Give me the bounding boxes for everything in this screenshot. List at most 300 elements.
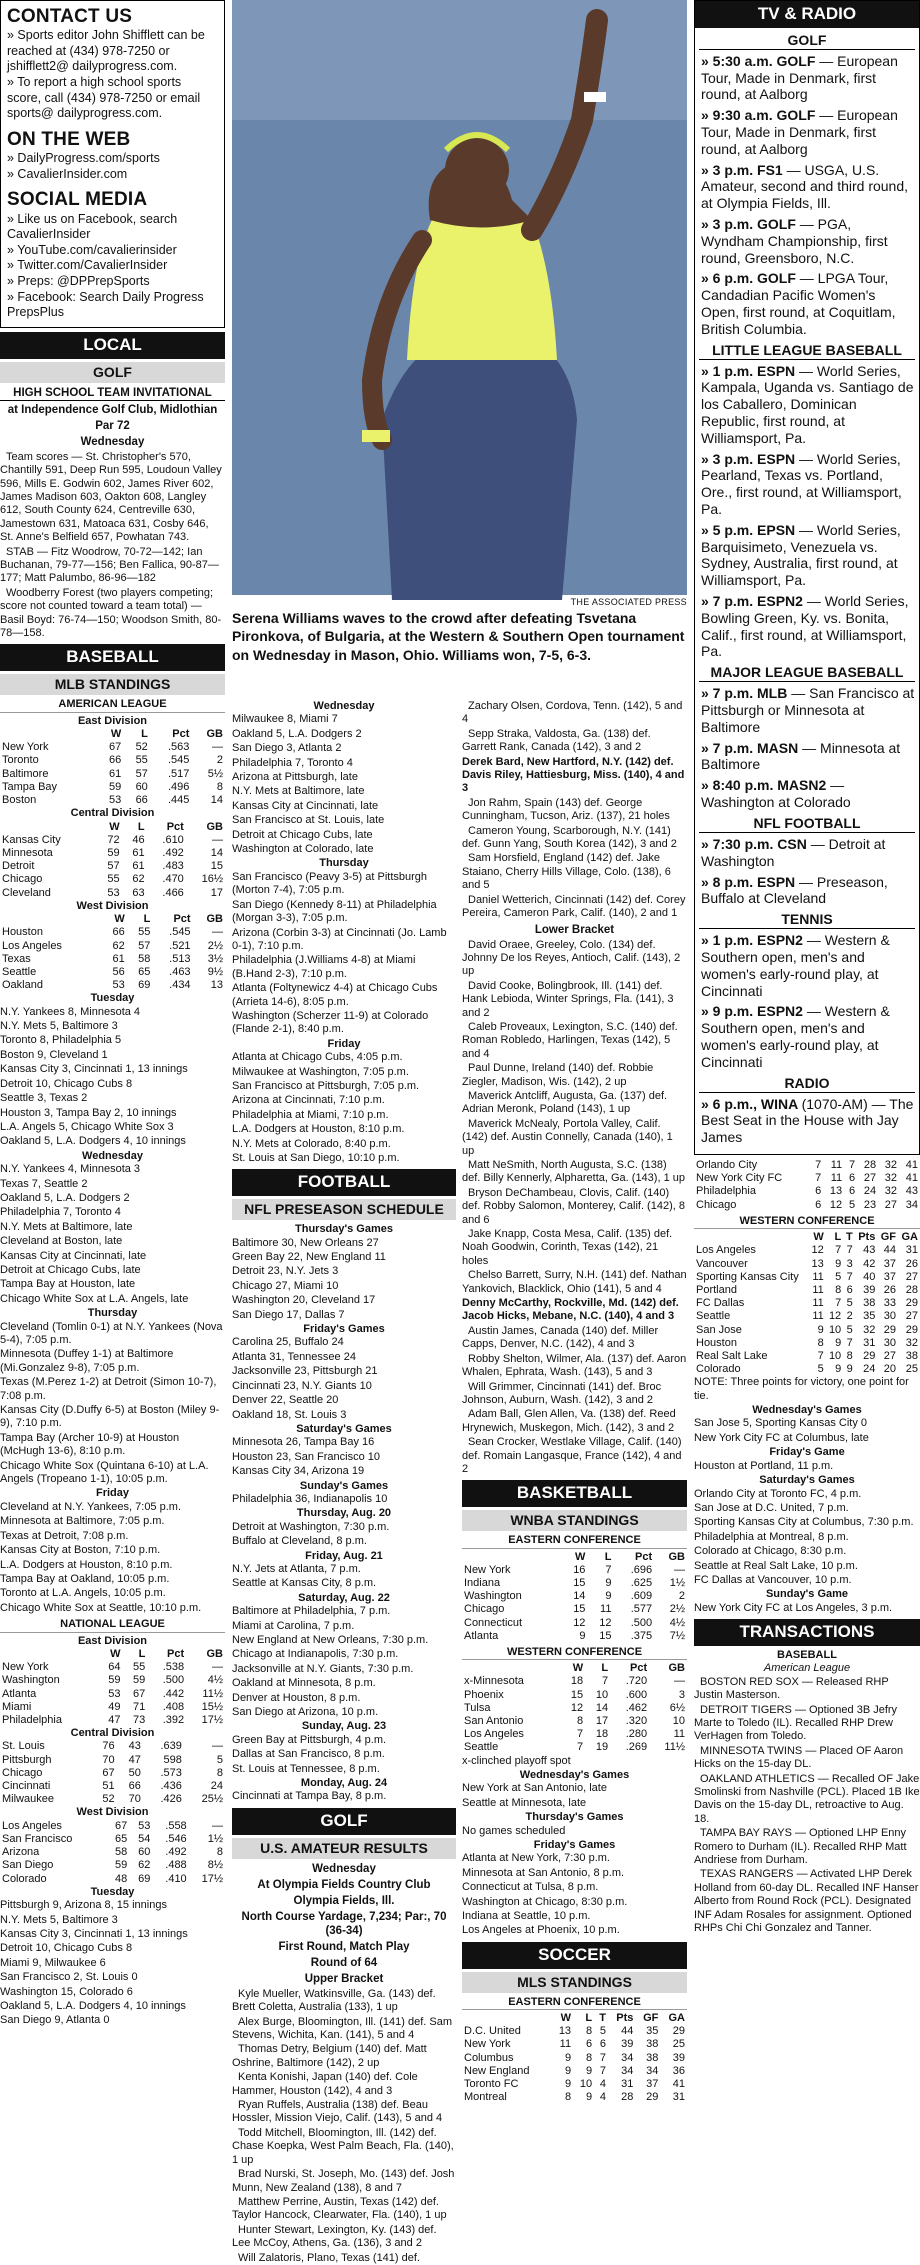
social-heading: SOCIAL MEDIA	[7, 189, 148, 211]
golf-match: Robby Shelton, Wilmer, Ala. (137) def. Aaron Whalen, Ephrata, Wash. (143), 5 and 3	[462, 1352, 687, 1379]
contact-line: » Sports editor John Shifflett can be reached at (434) 978-7250 or jshifflett2@ dailyprogress.com.	[7, 28, 205, 74]
game-listing: Minnesota (Duffey 1-1) at Baltimore (Mi.Gonzalez 9-8), 7:05 p.m.	[0, 1348, 174, 1374]
nfl-game: Cincinnati 23, N.Y. Giants 10	[232, 1379, 372, 1392]
nfl-game: New England at New Orleans, 7:30 p.m.	[232, 1634, 429, 1646]
mls-wed-label: Wednesday's Games	[752, 1404, 862, 1417]
standings-row: Texas 61 58 .513 3½	[2, 952, 223, 965]
wnba-fri-games	[462, 1852, 687, 1937]
game-result: Oakland 5, L.A. Dodgers 4, 10 innings	[0, 2000, 186, 2013]
game-result: N.Y. Yankees 8, Minnesota 4	[0, 1005, 141, 1018]
wnba-standings-header: WNBA STANDINGS	[462, 1510, 687, 1531]
game-listing: Arizona at Cincinnati, 7:10 p.m.	[232, 1094, 385, 1107]
game-listing: Kansas City (D.Duffy 6-5) at Boston (Miley 9-9), 7:10 p.m.	[0, 1404, 220, 1430]
al-wednesday-label: Wednesday	[82, 1149, 143, 1162]
nl-header: NATIONAL LEAGUE	[0, 1618, 225, 1632]
nfl-game: Oakland at Minnesota, 8 p.m.	[232, 1677, 376, 1690]
golf-match: Matt NeSmith, North Augusta, S.C. (138) def. Billy Kennerly, Alpharetta, Ga. (143), 1 up	[462, 1159, 685, 1185]
golf-match: Chelso Barrett, Surry, N.H. (141) def. Nathan Yankovich, Blacklick, Ohio (141), 5 and 4	[462, 1269, 687, 1295]
wnba-row: Washington 14 9 .609 2	[464, 1590, 685, 1603]
wnba-game: Seattle at Minnesota, late	[462, 1796, 587, 1809]
wnba-west-table: W L Pct GB x-Minnesota 18 7 .720 — Phoenix 15 10 .600 3 Tulsa 12 14 .462 6½ San Antonio 8 17 .320 10 Los Angeles 7 18 .280 11 Seattle 7 19 .269 11½	[464, 1662, 685, 1754]
game-result: N.Y. Mets 5, Baltimore 3	[0, 1913, 118, 1926]
nl-tuesday-results	[0, 1899, 225, 2028]
game-result: Philadelphia 7, Toronto 4	[232, 756, 353, 769]
nfl-day-label: Thursday, Aug. 20	[296, 1507, 392, 1520]
golf-matches-cont2	[462, 797, 687, 921]
wnba-game: Connecticut at Tulsa, 8 p.m.	[462, 1881, 599, 1894]
wnba-wed-games	[462, 1782, 687, 1810]
golf-match: Maverick Antcliff, Augusta, Ga. (137) def. Adrian Meronk, Poland (143), 1 up	[462, 1089, 668, 1116]
mlb-standings-header: MLB STANDINGS	[0, 674, 225, 695]
game-result: N.Y. Mets at Baltimore, late	[232, 785, 365, 798]
game-result: Milwaukee 8, Miami 7	[232, 713, 338, 726]
al-east-table: W L Pct GB New York 67 52 .563 — Toronto 66 55 .545 2 Baltimore 61 57 .517 5½ Tampa Bay 59 60 .496 8 Boston 53 66 .445 14	[2, 728, 223, 807]
golf-match: Alex Burge, Bloomington, Ill. (141) def. Sam Stevens, Wichita, Kan. (141), 5 and 4	[232, 2015, 452, 2042]
mls-row: Vancouver 13 9 3 42 37 26	[696, 1257, 918, 1270]
golf-round: First Round, Match Play	[278, 1940, 410, 1953]
tv-listing: » 8 p.m. ESPN — Preseason, Buffalo at Cleveland	[701, 873, 888, 907]
tv-listing: » 3 p.m. GOLF — PGA, Wyndham Championship, first round, Greensboro, N.C.	[701, 215, 888, 266]
golf-course: North Course Yardage, 7,234; Par:, 70 (36-34)	[241, 1910, 447, 1937]
golf-lower-matches	[462, 939, 687, 1297]
golf-match: Cameron Young, Scarborough, N.Y. (141) def. Gunn Yang, South Korea (142), 3 and 2	[462, 824, 677, 851]
nfl-game: San Diego 17, Dallas 7	[232, 1308, 345, 1321]
stab-scores: STAB — Fitz Woodrow, 70-72—142; Ian Buchanan, 79-77—156; Ben Fallica, 90-87—177; Matt Palumbo, 86-96—182	[0, 545, 219, 585]
tv-radio-box	[694, 0, 920, 1155]
nfl-game: Oakland 18, St. Louis 3	[232, 1408, 347, 1421]
mls-east-table-a: W L T Pts GF GA D.C. United 13 8 5 44 35 29 New York 11 6 6 39 38 25 Columbus 9 8 7 34 38 39 New England 9 9 7 34 34 36 Toronto FC 9 10 4 31 37 41 Montreal 8 9 4 28 29 31	[464, 2012, 685, 2104]
mls-game: Sporting Kansas City at Columbus, 7:30 p.m.	[694, 1516, 914, 1529]
al-tuesday-results	[0, 1006, 225, 1149]
game-listing: Philadelphia at Miami, 7:10 p.m.	[232, 1108, 389, 1121]
nfl-day-label: Friday, Aug. 21	[305, 1549, 383, 1562]
nfl-game: Philadelphia 36, Indianapolis 10	[232, 1492, 388, 1505]
event-par: Par 72	[95, 419, 130, 432]
mls-sat-label: Saturday's Games	[759, 1474, 855, 1487]
event-title: HIGH SCHOOL TEAM INVITATIONAL	[0, 386, 225, 401]
nfl-game: Buffalo at Cleveland, 8 p.m.	[232, 1535, 367, 1548]
football-bar: FOOTBALL	[232, 1169, 456, 1196]
web-link[interactable]: » CavalierInsider.com	[7, 166, 128, 181]
golf-match: Zachary Olsen, Cordova, Tenn. (142), 5 and 4	[462, 700, 683, 726]
event-venue: at Independence Golf Club, Midlothian	[7, 403, 218, 416]
game-result: N.Y. Yankees 4, Minnesota 3	[0, 1163, 141, 1176]
game-listing: San Diego (Kennedy 8-11) at Philadelphia (Morgan 3-3), 7:05 p.m.	[232, 898, 437, 925]
game-result: San Francisco 2, St. Louis 0	[0, 1971, 138, 1984]
nfl-game: Jacksonville at N.Y. Giants, 7:30 p.m.	[232, 1662, 414, 1675]
mls-game: Philadelphia at Montreal, 8 p.m.	[694, 1530, 849, 1543]
mls-east-header: EASTERN CONFERENCE	[462, 1996, 687, 2010]
golf-match: Sepp Straka, Valdosta, Ga. (138) def. Garrett Rank, Canada (142), 3 and 2	[462, 727, 651, 754]
wnba-west-header: WESTERN CONFERENCE	[462, 1646, 687, 1660]
middle-left-column	[232, 700, 456, 2264]
transaction-item: DETROIT TIGERS — Optioned 3B Jefry Marte to Toledo (IL). Recalled RHP Drew VerHagen from Toledo.	[694, 1703, 898, 1743]
wnba-game: Atlanta at New York, 7:30 p.m.	[462, 1852, 610, 1865]
serena-williams-photo	[232, 0, 687, 595]
golf-venue: At Olympia Fields Country Club	[257, 1878, 431, 1891]
game-result: Seattle 3, Texas 2	[0, 1092, 88, 1105]
game-result: N.Y. Mets 5, Baltimore 3	[0, 1020, 118, 1033]
game-result: Kansas City 3, Cincinnati 1, 13 innings	[0, 1063, 188, 1076]
web-link[interactable]: » DailyProgress.com/sports	[7, 151, 160, 166]
nfl-game: Miami at Carolina, 7 p.m.	[232, 1619, 355, 1632]
nl-west-label: West Division	[76, 1806, 149, 1819]
standings-row: Philadelphia 47 73 .392 17½	[2, 1713, 223, 1726]
tv-listing: » 3 p.m. FS1 — USGA, U.S. Amateur, second and third round, at Olympia Fields, Ill.	[701, 161, 909, 212]
wnba-row: San Antonio 8 17 .320 10	[464, 1715, 685, 1728]
golf-match: Caleb Proveaux, Lexington, S.C. (140) def. Roman Robledo, Harlingen, Texas (142), 5 and 4	[462, 1020, 678, 1060]
game-result: Detroit at Chicago Cubs, late	[0, 1263, 141, 1276]
game-listing: Chicago White Sox at Seattle, 10:10 p.m.	[0, 1601, 202, 1614]
right-column	[694, 0, 920, 2250]
golf-match: David Cooke, Bolingbrook, Ill. (141) def. Hank Lebioda, Winter Springs, Fla. (141), 3 and 2	[462, 979, 674, 1019]
al-friday-label: Friday	[95, 1487, 129, 1500]
golf-city: Olympia Fields, Ill.	[293, 1894, 395, 1907]
mls-sun-label: Sunday's Game	[765, 1588, 849, 1601]
transactions-list	[694, 1676, 920, 1936]
wnba-row: Atlanta 9 15 .375 7½	[464, 1629, 685, 1642]
nfl-game: Jacksonville 23, Pittsburgh 21	[232, 1365, 378, 1378]
game-result: Kansas City at Cincinnati, late	[0, 1249, 147, 1262]
mls-game: New York City FC at Los Angeles, 3 p.m.	[694, 1601, 893, 1614]
mls-game: San Jose at D.C. United, 7 p.m.	[694, 1501, 849, 1514]
nfl-game: St. Louis at Tennessee, 8 p.m.	[232, 1762, 380, 1775]
wnba-east-table: W L Pct GB New York 16 7 .696 — Indiana 15 9 .625 1½ Washington 14 9 .609 2 Chicago 15 11 .577 2½ Connecticut 12 12 .500 4½ Atlanta 9 15 .375 7½	[464, 1550, 685, 1642]
standings-row: Cleveland 53 63 .466 17	[2, 886, 223, 899]
tv-listing: » 9 p.m. ESPN2 — Western & Southern open, men's and women's early-round play, at Cincinnati	[701, 1003, 890, 1070]
basketball-bar: BASKETBALL	[462, 1480, 687, 1507]
golf-r64: Round of 64	[310, 1956, 378, 1969]
game-listing: L.A. Dodgers at Houston, 8:10 p.m.	[232, 1123, 405, 1136]
social-link[interactable]: » Like us on Facebook, search CavalierInsider	[7, 211, 178, 242]
nl-thursday-games	[232, 871, 456, 1037]
photo-caption: Serena Williams waves to the crowd after defeating Tsvetana Pironkova, of Bulgaria, at the Western & Southern Open tournament on Wednesday in Mason, Ohio. Williams won, 7-5, 6-3.	[232, 610, 685, 663]
tv-listing: » 7 p.m. ESPN2 — World Series, Bowling Green, Ky. vs. Bonita, Calif., first round, at Williamsport, Pa.	[701, 593, 909, 660]
transactions-league: American League	[763, 1662, 851, 1675]
wnba-fri-label: Friday's Games	[533, 1839, 616, 1852]
mls-standings-header: MLS STANDINGS	[462, 1972, 687, 1993]
nfl-game: Carolina 25, Buffalo 24	[232, 1336, 344, 1349]
standings-row: Kansas City 72 46 .610 —	[2, 833, 223, 846]
al-thursday-games	[0, 1321, 225, 1487]
standings-row: St. Louis 76 43 .639 —	[2, 1740, 223, 1753]
wnba-game: Los Angeles at Phoenix, 10 p.m.	[462, 1924, 620, 1937]
golf-upper-bracket: Upper Bracket	[304, 1972, 384, 1985]
tv-section-heading: GOLF	[699, 32, 915, 50]
mls-row: Sporting Kansas City 11 5 7 40 37 27	[696, 1270, 918, 1283]
golf-match: Kenta Konishi, Japan (140) def. Cole Hammer, Houston (142), 4 and 3	[232, 2071, 418, 2097]
mls-game: FC Dallas at Vancouver, 10 p.m.	[694, 1573, 852, 1586]
wnba-row: Los Angeles 7 18 .280 11	[464, 1728, 685, 1741]
game-listing: Minnesota at Baltimore, 7:05 p.m.	[0, 1515, 165, 1528]
mls-west-header: WESTERN CONFERENCE	[694, 1215, 920, 1229]
wnba-row: x-Minnesota 18 7 .720 —	[464, 1675, 685, 1688]
standings-row: Miami 49 71 .408 15½	[2, 1700, 223, 1713]
golf-match: Will Zalatoris, Plano, Texas (141) def.	[238, 2251, 420, 2264]
mls-row: Toronto FC 9 10 4 31 37 41	[464, 2078, 685, 2091]
standings-row: San Francisco 65 54 .546 1½	[2, 1833, 223, 1846]
game-result: San Diego 9, Atlanta 0	[0, 2014, 110, 2027]
mls-row: Houston 8 9 7 31 30 32	[696, 1336, 918, 1349]
mls-row: Los Angeles 12 7 7 43 44 31	[696, 1244, 918, 1257]
game-result: Boston 9, Cleveland 1	[0, 1048, 108, 1061]
wnba-row: Chicago 15 11 .577 2½	[464, 1603, 685, 1616]
mls-game: New York City FC at Columbus, late	[694, 1431, 869, 1444]
mls-fri-games	[694, 1460, 920, 1473]
standings-row: New York 67 52 .563 —	[2, 741, 223, 754]
game-result: Oakland 5, L.A. Dodgers 2	[0, 1191, 130, 1204]
game-listing: Texas at Detroit, 7:08 p.m.	[0, 1529, 129, 1542]
game-result: Philadelphia 7, Toronto 4	[0, 1206, 121, 1219]
wnba-wed-label: Wednesday's Games	[519, 1769, 630, 1782]
nl-thursday-label: Thursday	[319, 857, 369, 870]
golf-match: Bryson DeChambeau, Clovis, Calif. (140) def. Robby Salomon, Monterey, Calif. (142), 8 and 6	[462, 1186, 685, 1226]
tv-section-heading: RADIO	[699, 1075, 915, 1093]
golf-match: Ryan Ruffels, Australia (138) def. Beau Hossler, Mission Viejo, Calif. (143), 5 and 4	[232, 2099, 443, 2125]
mls-row: D.C. United 13 8 5 44 35 29	[464, 2025, 685, 2038]
nfl-day-label: Friday's Games	[303, 1323, 385, 1336]
tv-radio-bar: TV & RADIO	[695, 1, 919, 28]
nl-friday-games	[232, 1051, 456, 1165]
nl-tuesday-label: Tuesday	[90, 1885, 135, 1898]
al-west-table: W L Pct GB Houston 66 55 .545 — Los Angeles 62 57 .521 2½ Texas 61 58 .513 3½ Seattle 56 65 .463 9½ Oakland 53 69 .434 13	[2, 913, 223, 992]
game-result: Miami 9, Milwaukee 6	[0, 1956, 106, 1969]
wnba-row: Phoenix 15 10 .600 3	[464, 1688, 685, 1701]
nfl-game: Washington 20, Cleveland 17	[232, 1294, 376, 1307]
transaction-item: OAKLAND ATHLETICS — Recalled OF Jake Smolinski from Nashville (PCL). Placed 1B Ike Davis on the 15-day DL, retroactive to Aug. 18.	[694, 1772, 920, 1825]
nl-wednesday-label: Wednesday	[313, 700, 375, 712]
golf-lower-bracket: Lower Bracket	[534, 923, 615, 936]
golf-match: Jake Knapp, Costa Mesa, Calif. (135) def. Noah Goodwin, Corinth, Texas (142), 21 holes	[462, 1228, 673, 1267]
contact-line: » To report a high school sports score, call (434) 978-7250 or email sports@ dailyprogress.com.	[7, 75, 201, 121]
al-east-label: East Division	[77, 714, 148, 727]
mls-row: Seattle 11 12 2 35 30 27	[696, 1310, 918, 1323]
nfl-game: Detroit at Washington, 7:30 p.m.	[232, 1520, 390, 1533]
tv-listing: » 5 p.m. EPSN — World Series, Barquisimeto, Venezuela vs. Sydney, Australia, first round, at Williamsport, Pa.	[701, 521, 901, 589]
standings-row: Colorado 48 69 .410 17½	[2, 1872, 223, 1885]
transactions-sport: BASEBALL	[777, 1648, 837, 1661]
standings-row: Cincinnati 51 66 .436 24	[2, 1780, 223, 1793]
golf-match: David Oraee, Greeley, Colo. (134) def. Johnny De los Reyes, Antioch, Calif. (143), 2 up	[462, 938, 681, 978]
al-central-label: Central Division	[70, 807, 155, 820]
al-friday-games	[0, 1501, 225, 1615]
game-result: Pittsburgh 9, Arizona 8, 15 innings	[0, 1899, 167, 1912]
social-link[interactable]: » YouTube.com/cavalierinsider	[7, 242, 177, 257]
nfl-day-label: Sunday, Aug. 23	[301, 1720, 387, 1733]
mls-row: FC Dallas 11 7 5 38 33 29	[696, 1297, 918, 1310]
nfl-game: Houston 23, San Francisco 10	[232, 1450, 380, 1463]
golf-match: Todd Mitchell, Bloomington, Ill. (142) def. Chase Koepka, West Palm Beach, Fla. (140), 1 up	[232, 2126, 454, 2166]
nfl-game: Baltimore at Philadelphia, 7 p.m.	[232, 1605, 391, 1618]
wnba-row: Connecticut 12 12 .500 4½	[464, 1616, 685, 1629]
tv-listing: » 7 p.m. MASN — Minnesota at Baltimore	[701, 739, 901, 773]
standings-row: Seattle 56 65 .463 9½	[2, 965, 223, 978]
al-tuesday-label: Tuesday	[90, 992, 135, 1005]
game-listing: Tampa Bay (Archer 10-9) at Houston (McHugh 13-6), 8:10 p.m.	[0, 1431, 180, 1458]
nl-east-label: East Division	[77, 1634, 148, 1647]
nfl-day-label: Thursday's Games	[295, 1223, 393, 1236]
game-result: L.A. Angels 5, Chicago White Sox 3	[0, 1120, 174, 1133]
standings-row: Boston 53 66 .445 14	[2, 794, 223, 807]
golf-matches	[232, 1988, 456, 2265]
tv-listing: » 9:30 a.m. GOLF — European Tour, Made in Denmark, first round, at Aalborg	[701, 107, 898, 157]
game-listing: Chicago White Sox (Quintana 6-10) at L.A. Angels (Tropeano 1-1), 10:05 p.m.	[0, 1459, 209, 1486]
golf-lower-matches-2	[462, 1325, 687, 1476]
contact-heading: CONTACT US	[7, 6, 133, 27]
transaction-item: MINNESOTA TWINS — Placed OF Aaron Hicks on the 15-day DL.	[694, 1744, 904, 1771]
golf-match: Kyle Mueller, Watkinsville, Ga. (143) def. Brett Coletta, Australia (133), 1 up	[232, 1987, 436, 2014]
game-result: Tampa Bay at Houston, late	[0, 1278, 136, 1291]
mls-east-table-b	[694, 1159, 920, 1212]
al-central-table: W L Pct GB Kansas City 72 46 .610 — Minnesota 59 61 .492 14 Detroit 57 61 .483 15 Chicago 55 62 .470 16½ Cleveland 53 63 .466 17	[2, 820, 223, 899]
mls-wed-games	[694, 1417, 920, 1445]
game-result: Oakland 5, L.A. Dodgers 2	[232, 727, 362, 740]
standings-row: Los Angeles 62 57 .521 2½	[2, 939, 223, 952]
transaction-item: BOSTON RED SOX — Released RHP Justin Masterson.	[694, 1675, 889, 1702]
wnba-row: New York 16 7 .696 —	[464, 1563, 685, 1576]
golf-match: Will Grimmer, Cincinnati (141) def. Broc Johnson, Auburn, Wash. (142), 3 and 2	[462, 1380, 662, 1406]
soccer-bar: SOCCER	[462, 1942, 687, 1969]
tv-listings	[699, 32, 915, 1146]
tv-listing: » 1 p.m. ESPN2 — Western & Southern open, men's and women's early-round play, at Cincinnati	[701, 932, 890, 999]
standings-row: San Diego 59 62 .488 8½	[2, 1859, 223, 1872]
contact-box	[0, 0, 225, 328]
social-link[interactable]: » Facebook: Search Daily Progress PrepsPlus	[7, 289, 204, 320]
mls-west-table: W L T Pts GF GA Los Angeles 12 7 7 43 44 31 Vancouver 13 9 3 42 37 26 Sporting Kansas City 11 5 7 40 37 27 Portland 11 8 6 39 26 28 FC Dallas 11 7 5 38 33 29 Seattle 11 12 2 35 30 27 San Jose 9 10 5 32 29 29 Houston 8 9 7 31 30 32 Real Salt Lake 7 10 8 29 27 38 Colorado 5 9 9 24 20 25	[696, 1231, 918, 1376]
standings-row: Oakland 53 69 .434 13	[2, 979, 223, 992]
game-listing: Atlanta at Chicago Cubs, 4:05 p.m.	[232, 1051, 403, 1064]
local-bar: LOCAL	[0, 332, 225, 359]
nfl-game: Denver 22, Seattle 20	[232, 1394, 339, 1407]
golf-match: Adam Ball, Glen Allen, Va. (138) def. Reed Hrynewich, Muskegon, Mich. (142), 3 and 2	[462, 1408, 676, 1434]
game-listing: Tampa Bay at Oakland, 10:05 p.m.	[0, 1572, 170, 1585]
mls-row: San Jose 9 10 5 32 29 29	[696, 1323, 918, 1336]
nl-central-table	[0, 1740, 225, 1806]
golf-match: Austin James, Canada (140) def. Miller Capps, Denver, N.C. (142), 4 and 3	[462, 1324, 659, 1351]
nfl-game: Seattle at Kansas City, 8 p.m.	[232, 1577, 377, 1590]
game-listing: Texas (M.Perez 1-2) at Detroit (Simon 10-7), 7:08 p.m.	[0, 1376, 217, 1402]
golf-local-match-2: Denny McCarthy, Rockville, Md. (142) def. Jacob Hicks, Mebane, N.C. (140), 4 and 3	[462, 1297, 679, 1323]
social-link[interactable]: » Twitter.com/CavalierInsider	[7, 258, 168, 273]
nfl-game: Baltimore 30, New Orleans 27	[232, 1236, 379, 1249]
mls-game: San Jose 5, Sporting Kansas City 0	[694, 1417, 868, 1430]
nl-wednesday-results	[232, 713, 456, 856]
game-listing: St. Louis at San Diego, 10:10 p.m.	[232, 1152, 400, 1164]
wnba-game: Washington at Chicago, 8:30 p.m.	[462, 1895, 628, 1908]
al-thursday-label: Thursday	[87, 1307, 138, 1320]
golf-matches-cont	[462, 700, 687, 755]
game-listing: Arizona (Corbin 3-3) at Cincinnati (Jo. Lamb 0-1), 7:10 p.m.	[232, 926, 447, 952]
tv-listing: » 6 p.m., WINA (1070-AM) — The Best Seat in the House with Jay James	[701, 1095, 914, 1146]
mls-row: Real Salt Lake 7 10 8 29 27 38	[696, 1349, 918, 1362]
mls-row: Chicago 6 12 5 23 27 34	[696, 1198, 918, 1211]
mls-row: New England 9 9 7 34 34 36	[464, 2064, 685, 2077]
game-result: Kansas City 3, Cincinnati 1, 13 innings	[0, 1927, 188, 1940]
standings-row: Atlanta 53 67 .442 11½	[2, 1687, 223, 1700]
tv-listing: » 5:30 a.m. GOLF — European Tour, Made in Denmark, first round, at Aalborg	[701, 52, 898, 103]
nfl-game: Kansas City 34, Arizona 19	[232, 1465, 365, 1478]
game-result: Washington at Colorado, late	[232, 843, 374, 856]
mls-game: Houston at Portland, 11 p.m.	[694, 1459, 834, 1472]
nfl-game: Chicago at Indianapolis, 7:30 p.m.	[232, 1648, 399, 1661]
tv-listing: » 1 p.m. ESPN — World Series, Kampala, Uganda vs. Santiago de los Caballero, Dominican Republic, first round, at Williamsport, Pa.	[701, 362, 914, 446]
us-amateur-header: U.S. AMATEUR RESULTS	[232, 1838, 456, 1859]
transactions-bar: TRANSACTIONS	[694, 1619, 920, 1646]
golf-bar: GOLF	[232, 1808, 456, 1835]
game-listing: Cleveland (Tomlin 0-1) at N.Y. Yankees (Nova 5-4), 7:05 p.m.	[0, 1320, 223, 1347]
baseball-bar: BASEBALL	[0, 644, 225, 671]
standings-row: Toronto 66 55 .545 2	[2, 754, 223, 767]
nfl-schedule-header: NFL PRESEASON SCHEDULE	[232, 1199, 456, 1220]
standings-row: Houston 66 55 .545 —	[2, 926, 223, 939]
wnba-game: No games scheduled	[462, 1824, 566, 1837]
game-result: San Francisco at St. Louis, late	[232, 814, 385, 827]
game-result: Kansas City at Cincinnati, late	[232, 799, 379, 812]
mls-row: Orlando City 7 11 7 28 32 41	[696, 1159, 918, 1172]
golf-match: Sean Crocker, Westlake Village, Calif. (140) def. Romain Langasque, France (142), 4 and 2	[462, 1436, 682, 1475]
golf-match: Jon Rahm, Spain (143) def. George Cunningham, Tucson, Ariz. (137), 21 holes	[462, 796, 670, 823]
wnba-east-header: EASTERN CONFERENCE	[462, 1534, 687, 1548]
game-listing: San Francisco at Pittsburgh, 7:05 p.m.	[232, 1079, 420, 1092]
social-link[interactable]: » Preps: @DPPrepSports	[7, 274, 150, 289]
tv-listing: » 8:40 p.m. MASN2 — Washington at Colorado	[701, 777, 851, 811]
wnba-game: Minnesota at San Antonio, 8 p.m.	[462, 1866, 625, 1879]
wnba-game: Indiana at Seattle, 10 p.m.	[462, 1910, 591, 1923]
game-result: Chicago White Sox at L.A. Angels, late	[0, 1292, 189, 1305]
mls-note: NOTE: Three points for victory, one point for tie.	[694, 1376, 909, 1402]
tv-section-heading: NFL FOOTBALL	[699, 815, 915, 833]
tv-listing: » 7:30 p.m. CSN — Detroit at Washington	[701, 835, 886, 869]
mls-game: Colorado at Chicago, 8:30 p.m.	[694, 1545, 847, 1558]
game-result: Cleveland at Boston, late	[0, 1235, 123, 1248]
standings-row: Chicago 67 50 .573 8	[2, 1766, 223, 1779]
game-result: Toronto 8, Philadelphia 5	[0, 1034, 122, 1047]
local-golf-header: GOLF	[0, 362, 225, 383]
mls-row: Montreal 8 9 4 28 29 31	[464, 2091, 685, 2104]
game-listing: L.A. Dodgers at Houston, 8:10 p.m.	[0, 1558, 173, 1571]
tv-section-heading: LITTLE LEAGUE BASEBALL	[699, 342, 915, 360]
al-wednesday-results	[0, 1163, 225, 1306]
wnba-row: Seattle 7 19 .269 11½	[464, 1741, 685, 1754]
game-listing: Cleveland at N.Y. Yankees, 7:05 p.m.	[0, 1500, 182, 1513]
nfl-day-label: Sunday's Games	[299, 1479, 389, 1492]
nfl-game: N.Y. Jets at Atlanta, 7 p.m.	[232, 1562, 361, 1575]
mls-game: Orlando City at Toronto FC, 4 p.m.	[694, 1487, 862, 1500]
game-listing: Philadelphia (J.Williams 4-8) at Miami (B.Hand 2-3), 7:10 p.m.	[232, 954, 416, 980]
golf-match: Hunter Stewart, Lexington, Ky. (143) def. Lee McCoy, Athens, Ga. (136), 3 and 2	[232, 2223, 437, 2250]
nfl-game: Denver at Houston, 8 p.m.	[232, 1691, 361, 1704]
golf-match: Brad Nurski, St. Joseph, Mo. (143) def. Josh Munn, New Zealand (138), 8 and 7	[232, 2168, 455, 2194]
nfl-game: Chicago 27, Miami 10	[232, 1279, 339, 1292]
mls-row: Portland 11 8 6 39 26 28	[696, 1283, 918, 1296]
woodberry-scores: Woodberry Forest (two players competing; score not counted toward a team total) — Basil Boyd: 76-74—150; Woodson Smith, 80-78—158.	[0, 586, 222, 640]
standings-row: Los Angeles 67 53 .558 —	[2, 1819, 223, 1832]
golf-day: Wednesday	[312, 1862, 376, 1875]
nfl-game: Green Bay 22, New England 11	[232, 1251, 386, 1264]
wnba-row: Tulsa 12 14 .462 6½	[464, 1701, 685, 1714]
golf-match: Paul Dunne, Ireland (140) def. Robbie Ziegler, Madison, Wis. (142), 2 up	[462, 1062, 654, 1088]
golf-match: Daniel Wetterich, Cincinnati (142) def. Corey Pereira, Cameron Park, Calif. (140), 2 and 1	[462, 893, 686, 920]
al-west-label: West Division	[76, 899, 149, 912]
nfl-game: Atlanta 31, Tennessee 24	[232, 1350, 356, 1363]
transaction-item: TAMPA BAY RAYS — Optioned LHP Enny Romero to Durham (IL). Recalled RHP Matt Andriese from Durham.	[694, 1827, 907, 1866]
mls-fri-label: Friday's Game	[769, 1446, 845, 1459]
middle-right-column	[462, 700, 687, 2250]
game-result: San Diego 3, Atlanta 2	[232, 742, 342, 755]
nl-west-table	[0, 1820, 225, 1886]
tv-section-heading: MAJOR LEAGUE BASEBALL	[699, 664, 915, 682]
nfl-game: Green Bay at Pittsburgh, 4 p.m.	[232, 1733, 387, 1746]
